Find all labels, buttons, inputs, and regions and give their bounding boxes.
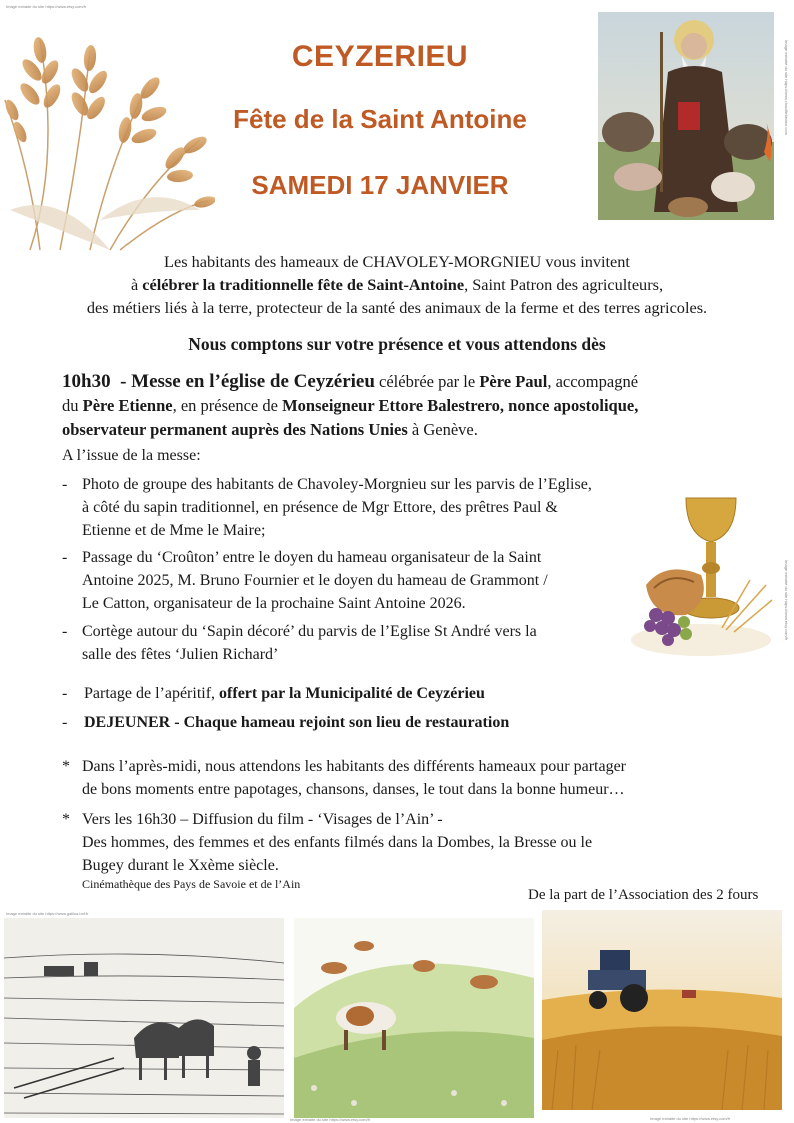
cows-meadow-illustration: [294, 918, 534, 1118]
mass-line-2: [62, 394, 752, 418]
list-line: Bugey durant le Xxème siècle.: [82, 857, 279, 874]
chalice-illustration: [626, 490, 776, 660]
event-title: Fête de la Saint Antoine: [233, 104, 527, 134]
mass-text-5: à Genève.: [407, 420, 478, 439]
intro-line-3: des métiers liés à la terre, protecteur de la santé des animaux de la ferme et des terres agricoles.: [86, 298, 708, 317]
mass-line-3: [62, 418, 752, 442]
mass-priest-2: Père Etienne: [82, 396, 173, 415]
aperitif-item: [62, 682, 485, 705]
mass-title: Messe en l’église de Ceyzérieu: [131, 371, 375, 392]
list-line: Antoine 2025, M. Bruno Fournier et le doyen du hameau de Grammont /: [82, 572, 548, 589]
list-line: Cortège autour du ‘Sapin décoré’ du parvis de l’Eglise St André vers la: [82, 623, 537, 640]
program-item-1: [62, 473, 592, 542]
mass-hour: 10h30: [62, 371, 111, 392]
list-line: Dans l’après-midi, nous attendons les habitants des différents hameaux pour partager: [82, 758, 626, 775]
intro-line-2: [20, 273, 774, 296]
list-line: Photo de groupe des habitants de Chavoley-Morgnieu sur les parvis de l’Eglise,: [82, 476, 592, 493]
program-item-3: [62, 620, 537, 666]
lunch-item: [62, 711, 509, 734]
after-mass-label: A l’issue de la messe:: [62, 447, 201, 464]
list-marker: -: [62, 714, 68, 731]
cinema-credit: Cinémathèque des Pays de Savoie et de l’Ain: [82, 877, 301, 891]
intro-line-1: Les habitants des hameaux de CHAVOLEY-MORGNIEU vous invitent: [164, 252, 630, 271]
list-marker: -: [62, 623, 68, 640]
list-marker: -: [62, 476, 68, 493]
list-line: Des hommes, des femmes et des enfants filmés dans la Dombes, la Bresse ou le: [82, 834, 593, 851]
mass-observer: observateur permanent auprès des Nations Unies: [62, 420, 408, 439]
image-credit-saint: Image extraite du site https://www.cloudfieldsimo.com: [784, 40, 789, 135]
list-marker: *: [62, 811, 70, 828]
lunch-bold-1: DEJEUNER: [84, 714, 171, 731]
aperitif-text: Partage de l’apéritif,: [84, 685, 220, 702]
program-item-2: [62, 546, 548, 615]
image-credit-top-left: Image extraite du site https://www.etsy.com/fr: [6, 4, 87, 9]
mass-text-4: , en présence de: [172, 396, 283, 415]
intro-paragraph: [20, 250, 774, 319]
mass-text-2: , accompagné: [547, 372, 639, 391]
intro-line-2-pre: à: [130, 275, 143, 294]
afternoon-item-2: [62, 808, 592, 877]
aperitif-bold: offert par la Municipalité de Ceyzérieu: [219, 685, 485, 702]
invite-heading: Nous comptons sur votre présence et vous attendons dès: [188, 334, 606, 354]
list-marker: -: [62, 549, 68, 566]
list-line: salle des fêtes ‘Julien Richard’: [82, 646, 279, 663]
list-marker: -: [62, 685, 68, 702]
saint-antoine-illustration: [598, 12, 774, 220]
list-line: Passage du ‘Croûton’ entre le doyen du hameau organisateur de la Saint: [82, 549, 542, 566]
mass-paragraph: [62, 370, 752, 442]
lunch-bold-2: - Chaque hameau rejoint son lieu de restauration: [170, 714, 510, 731]
mass-text-1: célébrée par le: [374, 372, 480, 391]
image-credit-engraving: Image extraite du site https://www.gallica.bnf.fr: [6, 911, 89, 916]
mass-text-3: du: [62, 396, 83, 415]
mass-priest-1: Père Paul: [479, 372, 548, 391]
page-title: CEYZERIEU: [291, 40, 469, 73]
list-line: Le Catton, organisateur de la prochaine Saint Antoine 2026.: [82, 595, 466, 612]
tractor-wheat-illustration: [542, 910, 782, 1110]
ploughing-engraving: [4, 918, 284, 1118]
list-marker: *: [62, 758, 70, 775]
image-credit-cows: Image extraite du site https://www.etsy.com/fr: [290, 1117, 371, 1122]
list-line: à côté du sapin traditionnel, en présence de Mgr Ettore, des prêtres Paul &: [82, 499, 558, 516]
image-credit-tractor: Image extraite du site https://www.etsy.com/fr: [650, 1116, 731, 1121]
list-line: Vers les 16h30 – Diffusion du film - ‘Visages de l’Ain’ -: [82, 811, 443, 828]
image-credit-chalice: Image extraite du site https://www.etsy.com/fr: [784, 560, 789, 641]
list-line: Etienne et de Mme le Maire;: [82, 522, 266, 539]
event-date: SAMEDI 17 JANVIER: [251, 170, 509, 200]
intro-line-2-bold: célébrer la traditionnelle fête de Saint-Antoine: [142, 275, 465, 294]
mass-dash: -: [110, 371, 132, 392]
mass-bishop: Monseigneur Ettore Balestrero, nonce apostolique,: [282, 396, 639, 415]
association-signature: De la part de l’Association des 2 fours: [528, 887, 759, 903]
afternoon-item-1: [62, 755, 626, 801]
mass-line-1: [62, 370, 752, 394]
list-line: de bons moments entre papotages, chansons, danses, le tout dans la bonne humeur…: [82, 781, 625, 798]
intro-line-2-post: , Saint Patron des agriculteurs,: [464, 275, 664, 294]
